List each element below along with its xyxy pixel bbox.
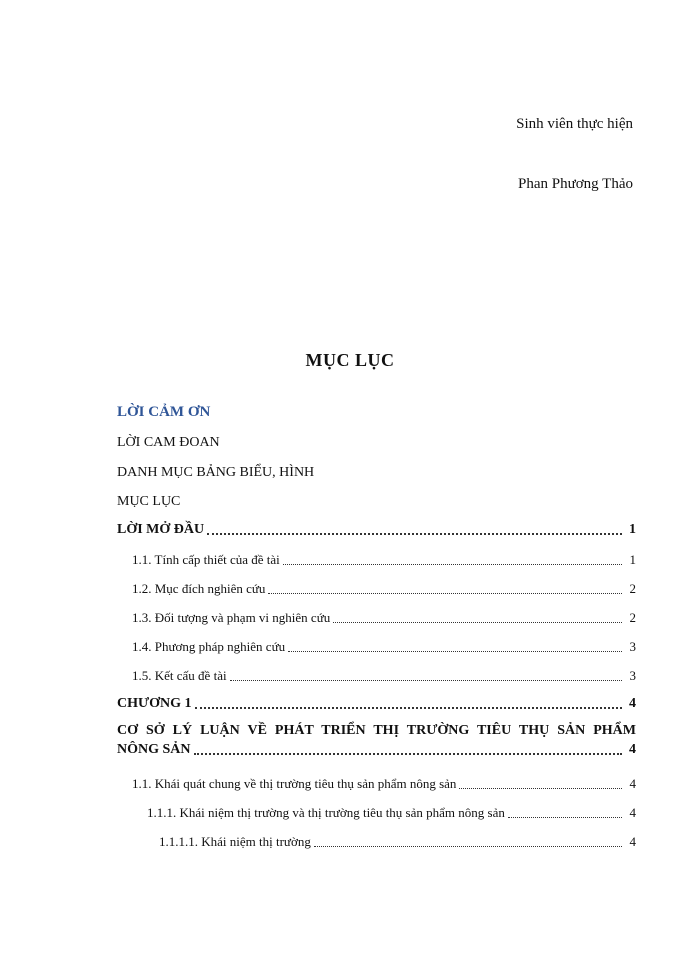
signature-label: Sinh viên thực hiện	[516, 116, 633, 132]
toc-leader	[333, 621, 622, 623]
toc-leader	[508, 816, 622, 818]
toc-entry-text: 1.2. Mục đích nghiên cứu	[132, 581, 266, 596]
toc-entry-text: 1.1.1.1. Khái niệm thị trường	[159, 834, 311, 849]
toc-entry[interactable]	[117, 696, 636, 712]
toc-entry[interactable]	[132, 639, 636, 655]
toc-item-loi-cam-doan[interactable]: LỜI CAM ĐOAN	[117, 435, 220, 450]
toc-entry-text: 1.1. Khái quát chung về thị trường tiêu thụ sản phẩm nông sản	[132, 776, 457, 791]
toc-entry[interactable]	[132, 668, 636, 684]
toc-entry-page: 2	[629, 581, 636, 596]
toc-entry-line2	[117, 742, 636, 758]
toc-leader	[283, 563, 622, 565]
toc-entry-page: 4	[629, 776, 636, 791]
toc-entry-text: 1.1.1. Khái niệm thị trường và thị trường tiêu thụ sản phẩm nông sản	[147, 805, 505, 820]
toc-entry-text: 1.1. Tính cấp thiết của đề tài	[132, 552, 280, 567]
toc-entry-chapter-title[interactable]	[117, 723, 636, 758]
signature-name: Phan Phương Thảo	[518, 176, 633, 192]
toc-leader	[195, 706, 622, 709]
toc-entry-text: 1.3. Đối tượng và phạm vi nghiên cứu	[132, 610, 331, 625]
toc-entry-page: 3	[629, 668, 636, 683]
toc-entry[interactable]	[147, 805, 636, 821]
toc-entry-text-line2: NÔNG SẢN	[117, 742, 191, 757]
toc-entry-text-line1: CƠ SỞ LÝ LUẬN VỀ PHÁT TRIỂN THỊ TRƯỜNG TIÊU THỤ SẢN PHẨM	[117, 723, 636, 738]
toc-entry[interactable]	[117, 522, 636, 538]
toc-entry[interactable]	[132, 610, 636, 626]
toc-leader	[288, 650, 622, 652]
toc-entry-text: LỜI MỞ ĐẦU	[117, 522, 205, 537]
toc-leader	[207, 532, 622, 535]
toc-title: MỤC LỤC	[305, 350, 395, 370]
toc-item-muc-luc[interactable]: MỤC LỤC	[117, 494, 181, 509]
toc-entry-text: 1.5. Kết cấu đề tài	[132, 668, 227, 683]
toc-entry[interactable]	[132, 581, 636, 597]
toc-entry-page: 4	[629, 805, 636, 820]
toc-entry-page: 4	[629, 696, 636, 711]
toc-entry-page: 2	[629, 610, 636, 625]
toc-item-danh-muc[interactable]: DANH MỤC BẢNG BIỂU, HÌNH	[117, 465, 315, 480]
toc-entry-page: 1	[629, 522, 636, 537]
toc-entry-page: 4	[629, 834, 636, 849]
toc-entry[interactable]	[132, 552, 636, 568]
toc-entry-text: 1.4. Phương pháp nghiên cứu	[132, 639, 286, 654]
toc-entry-page: 1	[629, 552, 636, 567]
toc-entry-text: CHƯƠNG 1	[117, 696, 192, 711]
toc-leader	[194, 752, 622, 755]
toc-entry[interactable]	[159, 834, 636, 850]
toc-entry-page: 3	[629, 639, 636, 654]
toc-leader	[268, 592, 622, 594]
toc-item-loi-cam-on[interactable]: LỜI CẢM ƠN	[117, 404, 211, 420]
toc-entry-page: 4	[629, 742, 636, 757]
toc-leader	[314, 845, 622, 847]
toc-leader	[459, 787, 622, 789]
toc-entry[interactable]	[132, 776, 636, 792]
toc-leader	[230, 679, 622, 681]
